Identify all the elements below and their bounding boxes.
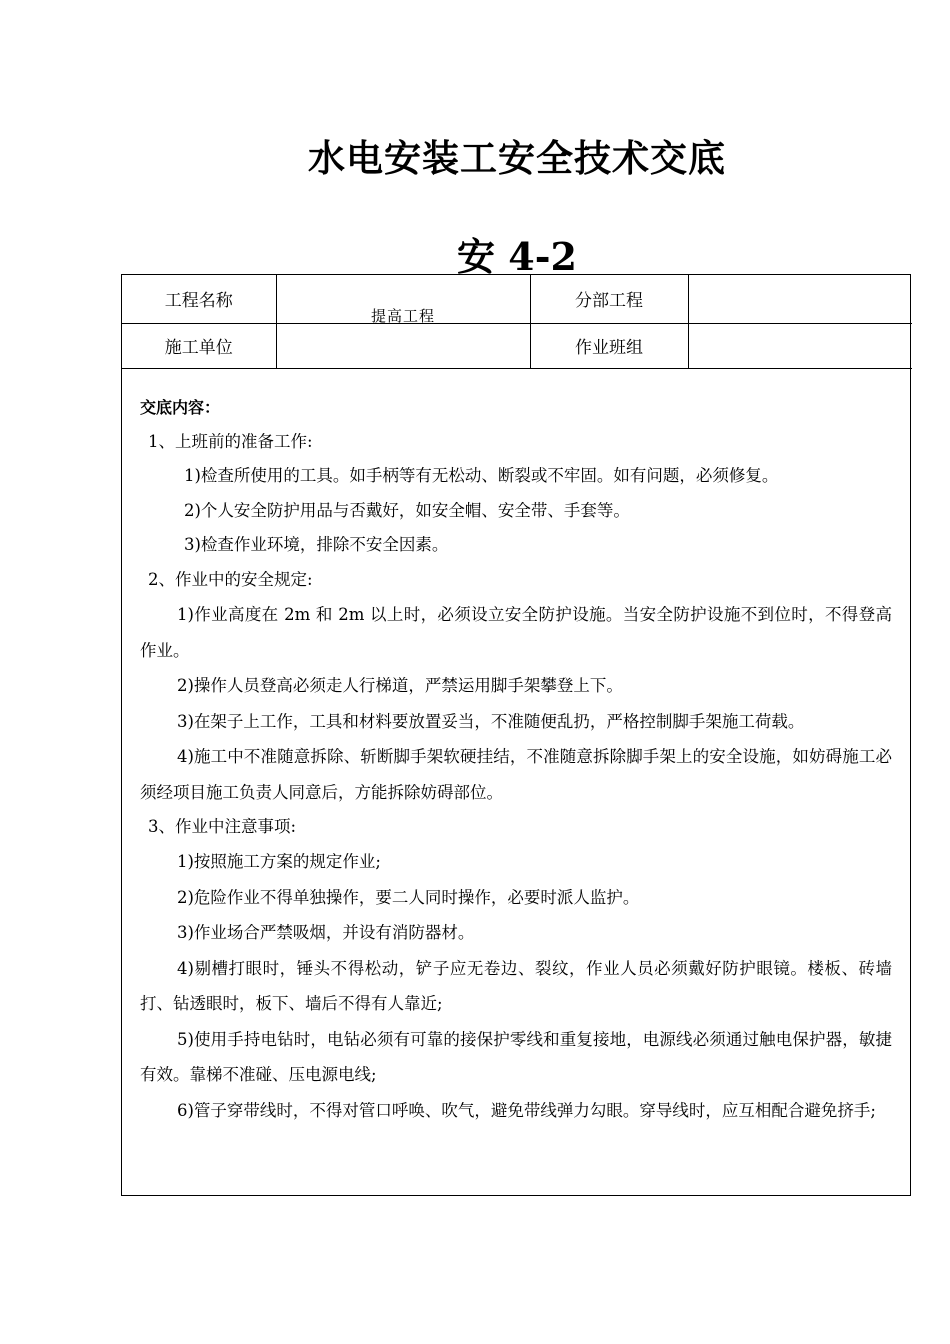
section-3-title: 3、作业中注意事项: [148, 817, 297, 837]
division-label: 分部工程 [530, 275, 688, 323]
construction-unit-label: 施工单位 [122, 323, 276, 368]
section-3-item: 4)剔槽打眼时，锤头不得松动，铲子应无卷边、裂纹，作业人员必须戴好防护眼镜。楼板、砖墙打、钻透眼时，板下、墙后不得有人靠近; [140, 958, 892, 1014]
section-2-title: 2、作业中的安全规定: [148, 569, 313, 589]
disclosure-content [122, 369, 910, 1128]
disclosure-form [121, 274, 911, 1196]
project-name-label: 工程名称 [122, 275, 276, 323]
section-3-item: 6)管子穿带线时，不得对管口呼唤、吹气，避免带线弹力勾眼。穿导线时，应互相配合避免挤手; [177, 1100, 876, 1120]
info-row-unit [122, 323, 912, 368]
section-3-item: 1)按照施工方案的规定作业; [177, 852, 381, 872]
section-3-item: 2)危险作业不得单独操作，要二人同时操作，必要时派人监护。 [177, 887, 640, 907]
section-2-item: 1)作业高度在 2m 和 2m 以上时，必须设立安全防护设施。当安全防护设施不到位时，不得登高作业。 [140, 605, 892, 660]
project-name-value: 提高工程 [370, 307, 435, 326]
section-3-item: 5)使用手持电钻时，电钻必须有可靠的接保护零线和重复接地，电源线必须通过触电保护器，敏捷有效。靠梯不准碰、压电源电线; [140, 1029, 892, 1085]
division-value [688, 275, 912, 323]
document-title: 水电安装工安全技术交底 [308, 137, 726, 180]
section-1-item: 3)检查作业环境，排除不安全因素。 [184, 535, 449, 555]
content-heading: 交底内容： [140, 398, 221, 417]
work-team-value [688, 323, 912, 368]
section-1-item: 1)检查所使用的工具。如手柄等有无松动、断裂或不牢固。如有问题，必须修复。 [184, 466, 779, 486]
document-code: 安 4-2 [457, 234, 577, 279]
section-2-item: 2)操作人员登高必须走人行梯道，严禁运用脚手架攀登上下。 [177, 676, 623, 696]
project-name-cell [276, 275, 530, 326]
section-3-item: 3)作业场合严禁吸烟，并设有消防器材。 [177, 923, 475, 943]
section-1-item: 2)个人安全防护用品与否戴好，如安全帽、安全带、手套等。 [184, 500, 630, 520]
section-1-title: 1、上班前的准备工作: [148, 432, 313, 451]
project-info-table [122, 275, 912, 369]
work-team-label: 作业班组 [530, 323, 688, 368]
section-2-item: 3)在架子上工作，工具和材料要放置妥当，不准随便乱扔，严格控制脚手架施工荷载。 [177, 711, 805, 731]
info-row-project [122, 275, 912, 323]
construction-unit-value [276, 323, 530, 368]
section-2-item: 4)施工中不准随意拆除、斩断脚手架软硬挂结，不准随意拆除脚手架上的安全设施，如妨碍施工必须经项目施工负责人同意后，方能拆除妨碍部位。 [140, 747, 892, 802]
